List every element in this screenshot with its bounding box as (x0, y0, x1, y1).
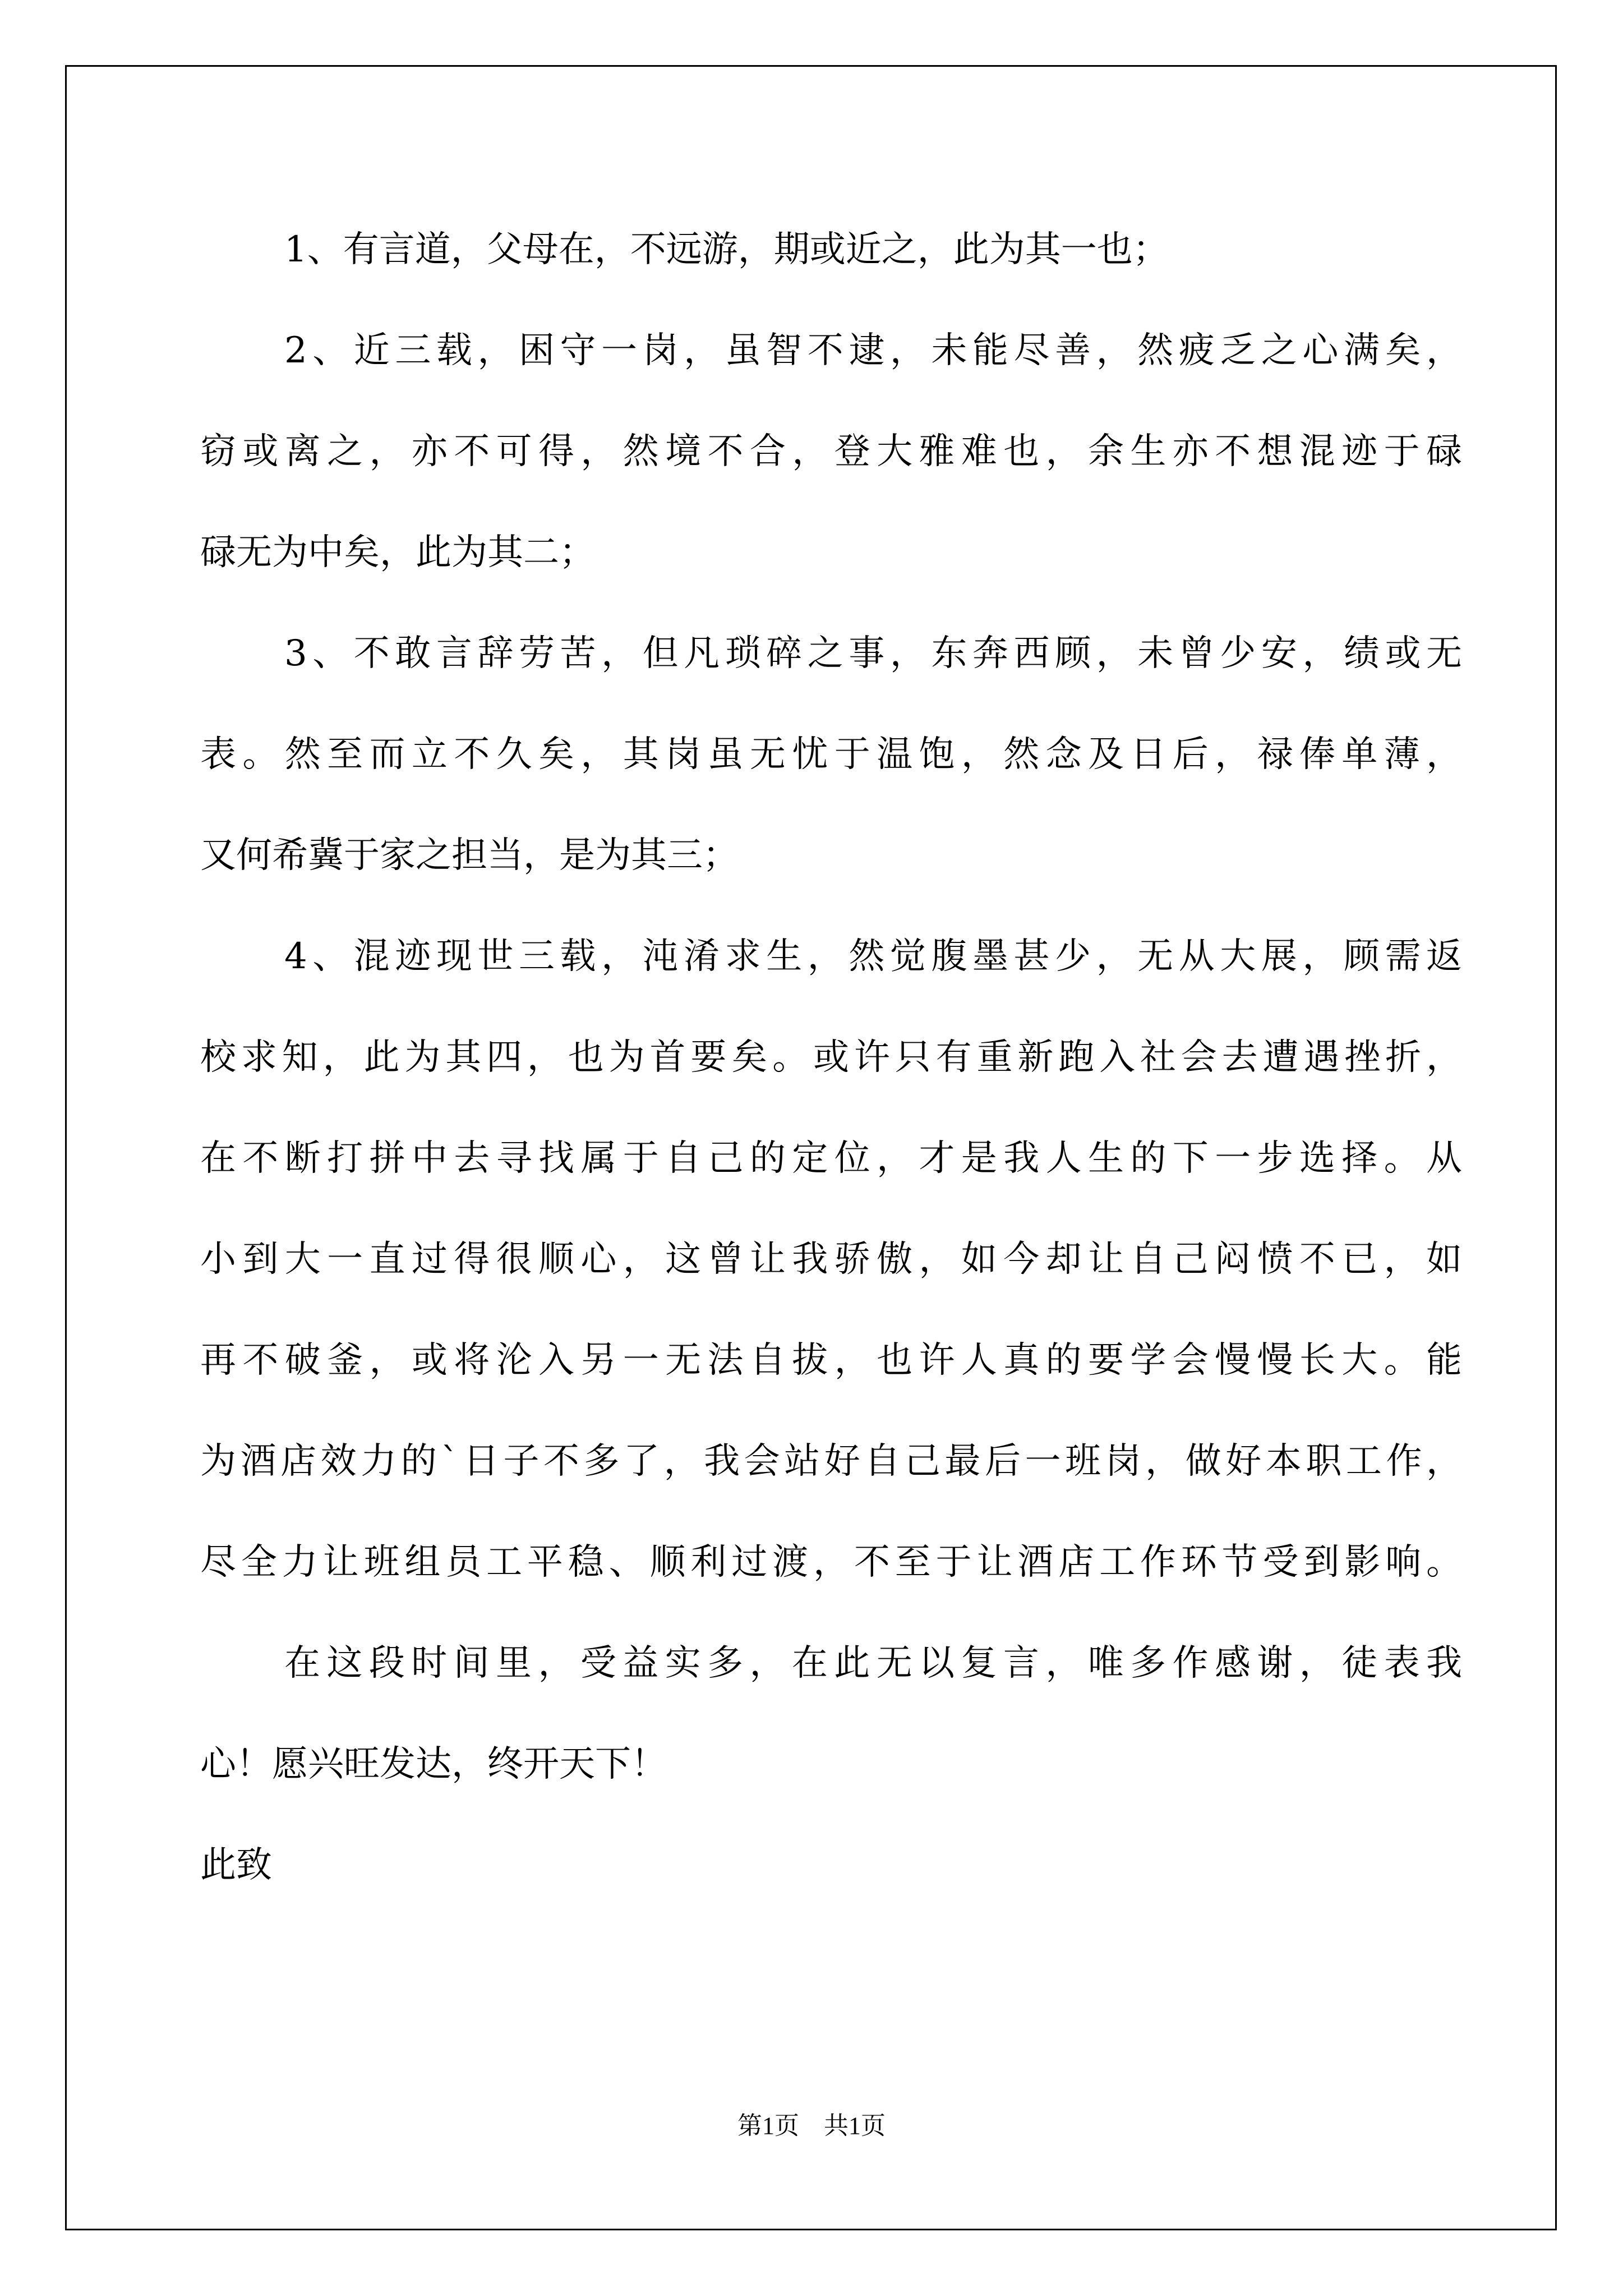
paragraph-4-line-5: 再不破釜，或将沦入另一无法自拔，也许人真的要学会慢慢长大。能 (200, 1340, 1462, 1381)
closing-salutation: 此致 (200, 1844, 272, 1886)
paragraph-5-line-1: 在这段时间里，受益实多，在此无以复言，唯多作感谢，徒表我 (284, 1642, 1462, 1684)
paragraph-3-line-2: 表。然至而立不久矣，其岗虽无忧于温饱，然念及日后，禄俸单薄， (200, 734, 1462, 775)
paragraph-3-line-1: 3、不敢言辞劳苦，但凡琐碎之事，东奔西顾，未曾少安，绩或无 (284, 633, 1462, 674)
paragraph-1-line-1: 1、有言道，父母在，不远游，期或近之，此为其一也； (284, 229, 1169, 270)
paragraph-4-line-3: 在不断打拼中去寻找属于自己的定位，才是我人生的下一步选择。从 (200, 1138, 1462, 1179)
paragraph-2-line-3: 碌无为中矣，此为其二； (200, 532, 595, 573)
paragraph-2-line-2: 窃或离之，亦不可得，然境不合，登大雅难也，余生亦不想混迹于碌 (200, 431, 1462, 472)
paragraph-5-line-2: 心！愿兴旺发达，终开天下！ (200, 1743, 667, 1785)
paragraph-3-line-3: 又何希冀于家之担当，是为其三； (200, 835, 739, 876)
paragraph-4-line-1: 4、混迹现世三载，沌淆求生，然觉腹墨甚少，无从大展，顾需返 (284, 936, 1462, 977)
paragraph-4-line-4: 小到大一直过得很顺心，这曾让我骄傲，如今却让自己闷愤不已，如 (200, 1239, 1462, 1280)
page-number: 第1页 共1页 (737, 2112, 886, 2139)
paragraph-4-line-7: 尽全力让班组员工平稳、顺利过渡，不至于让酒店工作环节受到影响。 (200, 1542, 1462, 1583)
paragraph-4-line-6: 为酒店效力的`日子不多了，我会站好自己最后一班岗，做好本职工作， (200, 1441, 1462, 1482)
paragraph-4-line-2: 校求知，此为其四，也为首要矣。或许只有重新跑入社会去遭遇挫折， (200, 1037, 1462, 1078)
paragraph-2-line-1: 2、近三载，困守一岗，虽智不逮，未能尽善，然疲乏之心满矣， (284, 330, 1462, 371)
